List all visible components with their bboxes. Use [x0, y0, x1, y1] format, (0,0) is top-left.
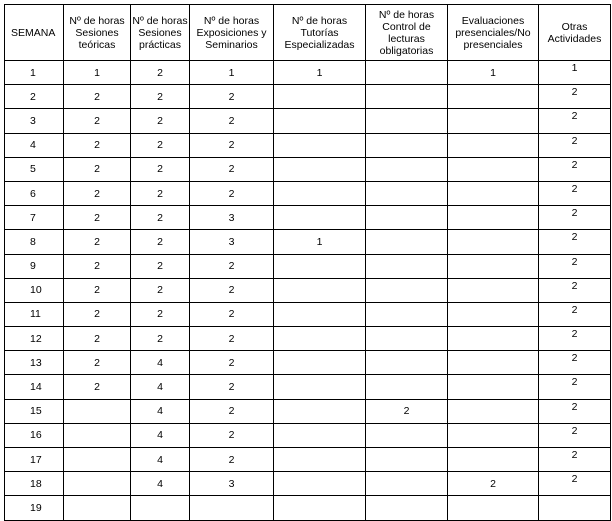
evaluaciones-cell: 2	[448, 472, 539, 496]
lecturas-cell	[366, 85, 448, 109]
evaluaciones-cell: 1	[448, 61, 539, 85]
lecturas-cell	[366, 302, 448, 326]
teoricas-cell: 2	[64, 351, 131, 375]
otras-cell: 2	[539, 278, 611, 302]
week-cell: 15	[5, 399, 64, 423]
practicas-cell: 2	[131, 254, 190, 278]
otras-cell: 2	[539, 254, 611, 278]
lecturas-cell	[366, 327, 448, 351]
week-cell: 1	[5, 61, 64, 85]
table-row	[5, 254, 611, 278]
evaluaciones-cell	[448, 375, 539, 399]
table-row	[5, 206, 611, 230]
lecturas-cell	[366, 61, 448, 85]
exposiciones-cell: 2	[190, 448, 274, 472]
exposiciones-cell: 2	[190, 399, 274, 423]
evaluaciones-cell	[448, 157, 539, 181]
lecturas-cell	[366, 472, 448, 496]
week-cell: 6	[5, 181, 64, 205]
exposiciones-cell: 3	[190, 230, 274, 254]
tutorias-cell	[274, 472, 366, 496]
exposiciones-cell: 2	[190, 302, 274, 326]
evaluaciones-cell	[448, 351, 539, 375]
lecturas-cell: 2	[366, 399, 448, 423]
teoricas-cell: 2	[64, 157, 131, 181]
exposiciones-cell: 2	[190, 254, 274, 278]
table-row	[5, 496, 611, 520]
otras-cell: 2	[539, 375, 611, 399]
week-cell: 17	[5, 448, 64, 472]
lecturas-cell	[366, 230, 448, 254]
week-cell: 7	[5, 206, 64, 230]
tutorias-cell	[274, 133, 366, 157]
otras-cell: 2	[539, 302, 611, 326]
table-header-row	[5, 5, 611, 61]
table-row	[5, 230, 611, 254]
tutorias-cell	[274, 327, 366, 351]
weekly-hours-table	[4, 4, 611, 521]
lecturas-cell	[366, 278, 448, 302]
exposiciones-cell: 1	[190, 61, 274, 85]
teoricas-cell: 2	[64, 254, 131, 278]
lecturas-cell	[366, 157, 448, 181]
lecturas-cell	[366, 181, 448, 205]
tutorias-cell	[274, 375, 366, 399]
otras-cell	[539, 496, 611, 520]
practicas-cell: 2	[131, 206, 190, 230]
header-otras-actividades: Otras Actividades	[539, 5, 611, 61]
exposiciones-cell: 2	[190, 109, 274, 133]
week-cell: 8	[5, 230, 64, 254]
otras-cell: 2	[539, 85, 611, 109]
week-cell: 5	[5, 157, 64, 181]
lecturas-cell	[366, 496, 448, 520]
table-row	[5, 157, 611, 181]
teoricas-cell	[64, 448, 131, 472]
week-cell: 4	[5, 133, 64, 157]
exposiciones-cell: 3	[190, 206, 274, 230]
otras-cell: 2	[539, 448, 611, 472]
tutorias-cell	[274, 351, 366, 375]
tutorias-cell	[274, 302, 366, 326]
tutorias-cell	[274, 206, 366, 230]
header-tutorias-especializadas: Nº de horas Tutorías Especializadas	[274, 5, 366, 61]
evaluaciones-cell	[448, 109, 539, 133]
exposiciones-cell: 2	[190, 157, 274, 181]
teoricas-cell: 2	[64, 230, 131, 254]
week-cell: 12	[5, 327, 64, 351]
evaluaciones-cell	[448, 448, 539, 472]
table-row	[5, 133, 611, 157]
teoricas-cell: 2	[64, 85, 131, 109]
table-body	[5, 61, 611, 521]
tutorias-cell	[274, 109, 366, 133]
week-cell: 16	[5, 423, 64, 447]
lecturas-cell	[366, 448, 448, 472]
practicas-cell: 4	[131, 375, 190, 399]
table-row	[5, 181, 611, 205]
teoricas-cell: 2	[64, 278, 131, 302]
tutorias-cell	[274, 254, 366, 278]
lecturas-cell	[366, 206, 448, 230]
exposiciones-cell: 2	[190, 133, 274, 157]
exposiciones-cell: 2	[190, 85, 274, 109]
tutorias-cell	[274, 399, 366, 423]
evaluaciones-cell	[448, 496, 539, 520]
exposiciones-cell: 2	[190, 181, 274, 205]
table-row	[5, 61, 611, 85]
week-cell: 14	[5, 375, 64, 399]
evaluaciones-cell	[448, 399, 539, 423]
evaluaciones-cell	[448, 423, 539, 447]
practicas-cell: 4	[131, 472, 190, 496]
otras-cell: 2	[539, 109, 611, 133]
tutorias-cell	[274, 423, 366, 447]
otras-cell: 2	[539, 206, 611, 230]
table-row	[5, 375, 611, 399]
tutorias-cell	[274, 181, 366, 205]
teoricas-cell: 2	[64, 133, 131, 157]
table-row	[5, 448, 611, 472]
lecturas-cell	[366, 109, 448, 133]
otras-cell: 2	[539, 157, 611, 181]
header-evaluaciones: Evaluaciones presenciales/No presenciales	[448, 5, 539, 61]
otras-cell: 2	[539, 133, 611, 157]
tutorias-cell	[274, 85, 366, 109]
header-semana: SEMANA	[5, 5, 64, 61]
evaluaciones-cell	[448, 181, 539, 205]
tutorias-cell	[274, 278, 366, 302]
evaluaciones-cell	[448, 302, 539, 326]
otras-cell: 2	[539, 181, 611, 205]
teoricas-cell	[64, 472, 131, 496]
exposiciones-cell: 2	[190, 375, 274, 399]
teoricas-cell: 1	[64, 61, 131, 85]
header-sesiones-teoricas: Nº de horas Sesiones teóricas	[64, 5, 131, 61]
header-exposiciones-seminarios: Nº de horas Exposiciones y Seminarios	[190, 5, 274, 61]
week-cell: 19	[5, 496, 64, 520]
week-cell: 2	[5, 85, 64, 109]
otras-cell: 1	[539, 61, 611, 85]
exposiciones-cell: 2	[190, 278, 274, 302]
table-row	[5, 302, 611, 326]
practicas-cell	[131, 496, 190, 520]
header-control-lecturas: Nº de horas Control de lecturas obligatorias	[366, 5, 448, 61]
practicas-cell: 2	[131, 278, 190, 302]
table-row	[5, 472, 611, 496]
practicas-cell: 4	[131, 351, 190, 375]
table-row	[5, 278, 611, 302]
tutorias-cell: 1	[274, 230, 366, 254]
teoricas-cell: 2	[64, 302, 131, 326]
tutorias-cell	[274, 157, 366, 181]
practicas-cell: 2	[131, 302, 190, 326]
practicas-cell: 2	[131, 133, 190, 157]
teoricas-cell	[64, 496, 131, 520]
week-cell: 11	[5, 302, 64, 326]
teoricas-cell	[64, 399, 131, 423]
table-row	[5, 351, 611, 375]
tutorias-cell: 1	[274, 61, 366, 85]
evaluaciones-cell	[448, 327, 539, 351]
otras-cell: 2	[539, 399, 611, 423]
practicas-cell: 2	[131, 157, 190, 181]
table-row	[5, 85, 611, 109]
practicas-cell: 4	[131, 423, 190, 447]
otras-cell: 2	[539, 230, 611, 254]
evaluaciones-cell	[448, 278, 539, 302]
evaluaciones-cell	[448, 85, 539, 109]
week-cell: 13	[5, 351, 64, 375]
practicas-cell: 2	[131, 181, 190, 205]
header-sesiones-practicas: Nº de horas Sesiones prácticas	[131, 5, 190, 61]
lecturas-cell	[366, 133, 448, 157]
tutorias-cell	[274, 496, 366, 520]
teoricas-cell	[64, 423, 131, 447]
teoricas-cell: 2	[64, 109, 131, 133]
practicas-cell: 2	[131, 85, 190, 109]
evaluaciones-cell	[448, 133, 539, 157]
teoricas-cell: 2	[64, 181, 131, 205]
evaluaciones-cell	[448, 206, 539, 230]
exposiciones-cell: 2	[190, 351, 274, 375]
week-cell: 18	[5, 472, 64, 496]
practicas-cell: 2	[131, 109, 190, 133]
exposiciones-cell	[190, 496, 274, 520]
table-row	[5, 109, 611, 133]
lecturas-cell	[366, 351, 448, 375]
practicas-cell: 2	[131, 61, 190, 85]
week-cell: 9	[5, 254, 64, 278]
practicas-cell: 2	[131, 230, 190, 254]
exposiciones-cell: 3	[190, 472, 274, 496]
practicas-cell: 4	[131, 399, 190, 423]
otras-cell: 2	[539, 472, 611, 496]
otras-cell: 2	[539, 423, 611, 447]
week-cell: 3	[5, 109, 64, 133]
evaluaciones-cell	[448, 230, 539, 254]
lecturas-cell	[366, 423, 448, 447]
evaluaciones-cell	[448, 254, 539, 278]
table-row	[5, 423, 611, 447]
practicas-cell: 2	[131, 327, 190, 351]
teoricas-cell: 2	[64, 206, 131, 230]
exposiciones-cell: 2	[190, 423, 274, 447]
week-cell: 10	[5, 278, 64, 302]
exposiciones-cell: 2	[190, 327, 274, 351]
teoricas-cell: 2	[64, 375, 131, 399]
table-row	[5, 327, 611, 351]
teoricas-cell: 2	[64, 327, 131, 351]
otras-cell: 2	[539, 327, 611, 351]
practicas-cell: 4	[131, 448, 190, 472]
otras-cell: 2	[539, 351, 611, 375]
lecturas-cell	[366, 254, 448, 278]
table-row	[5, 399, 611, 423]
tutorias-cell	[274, 448, 366, 472]
lecturas-cell	[366, 375, 448, 399]
